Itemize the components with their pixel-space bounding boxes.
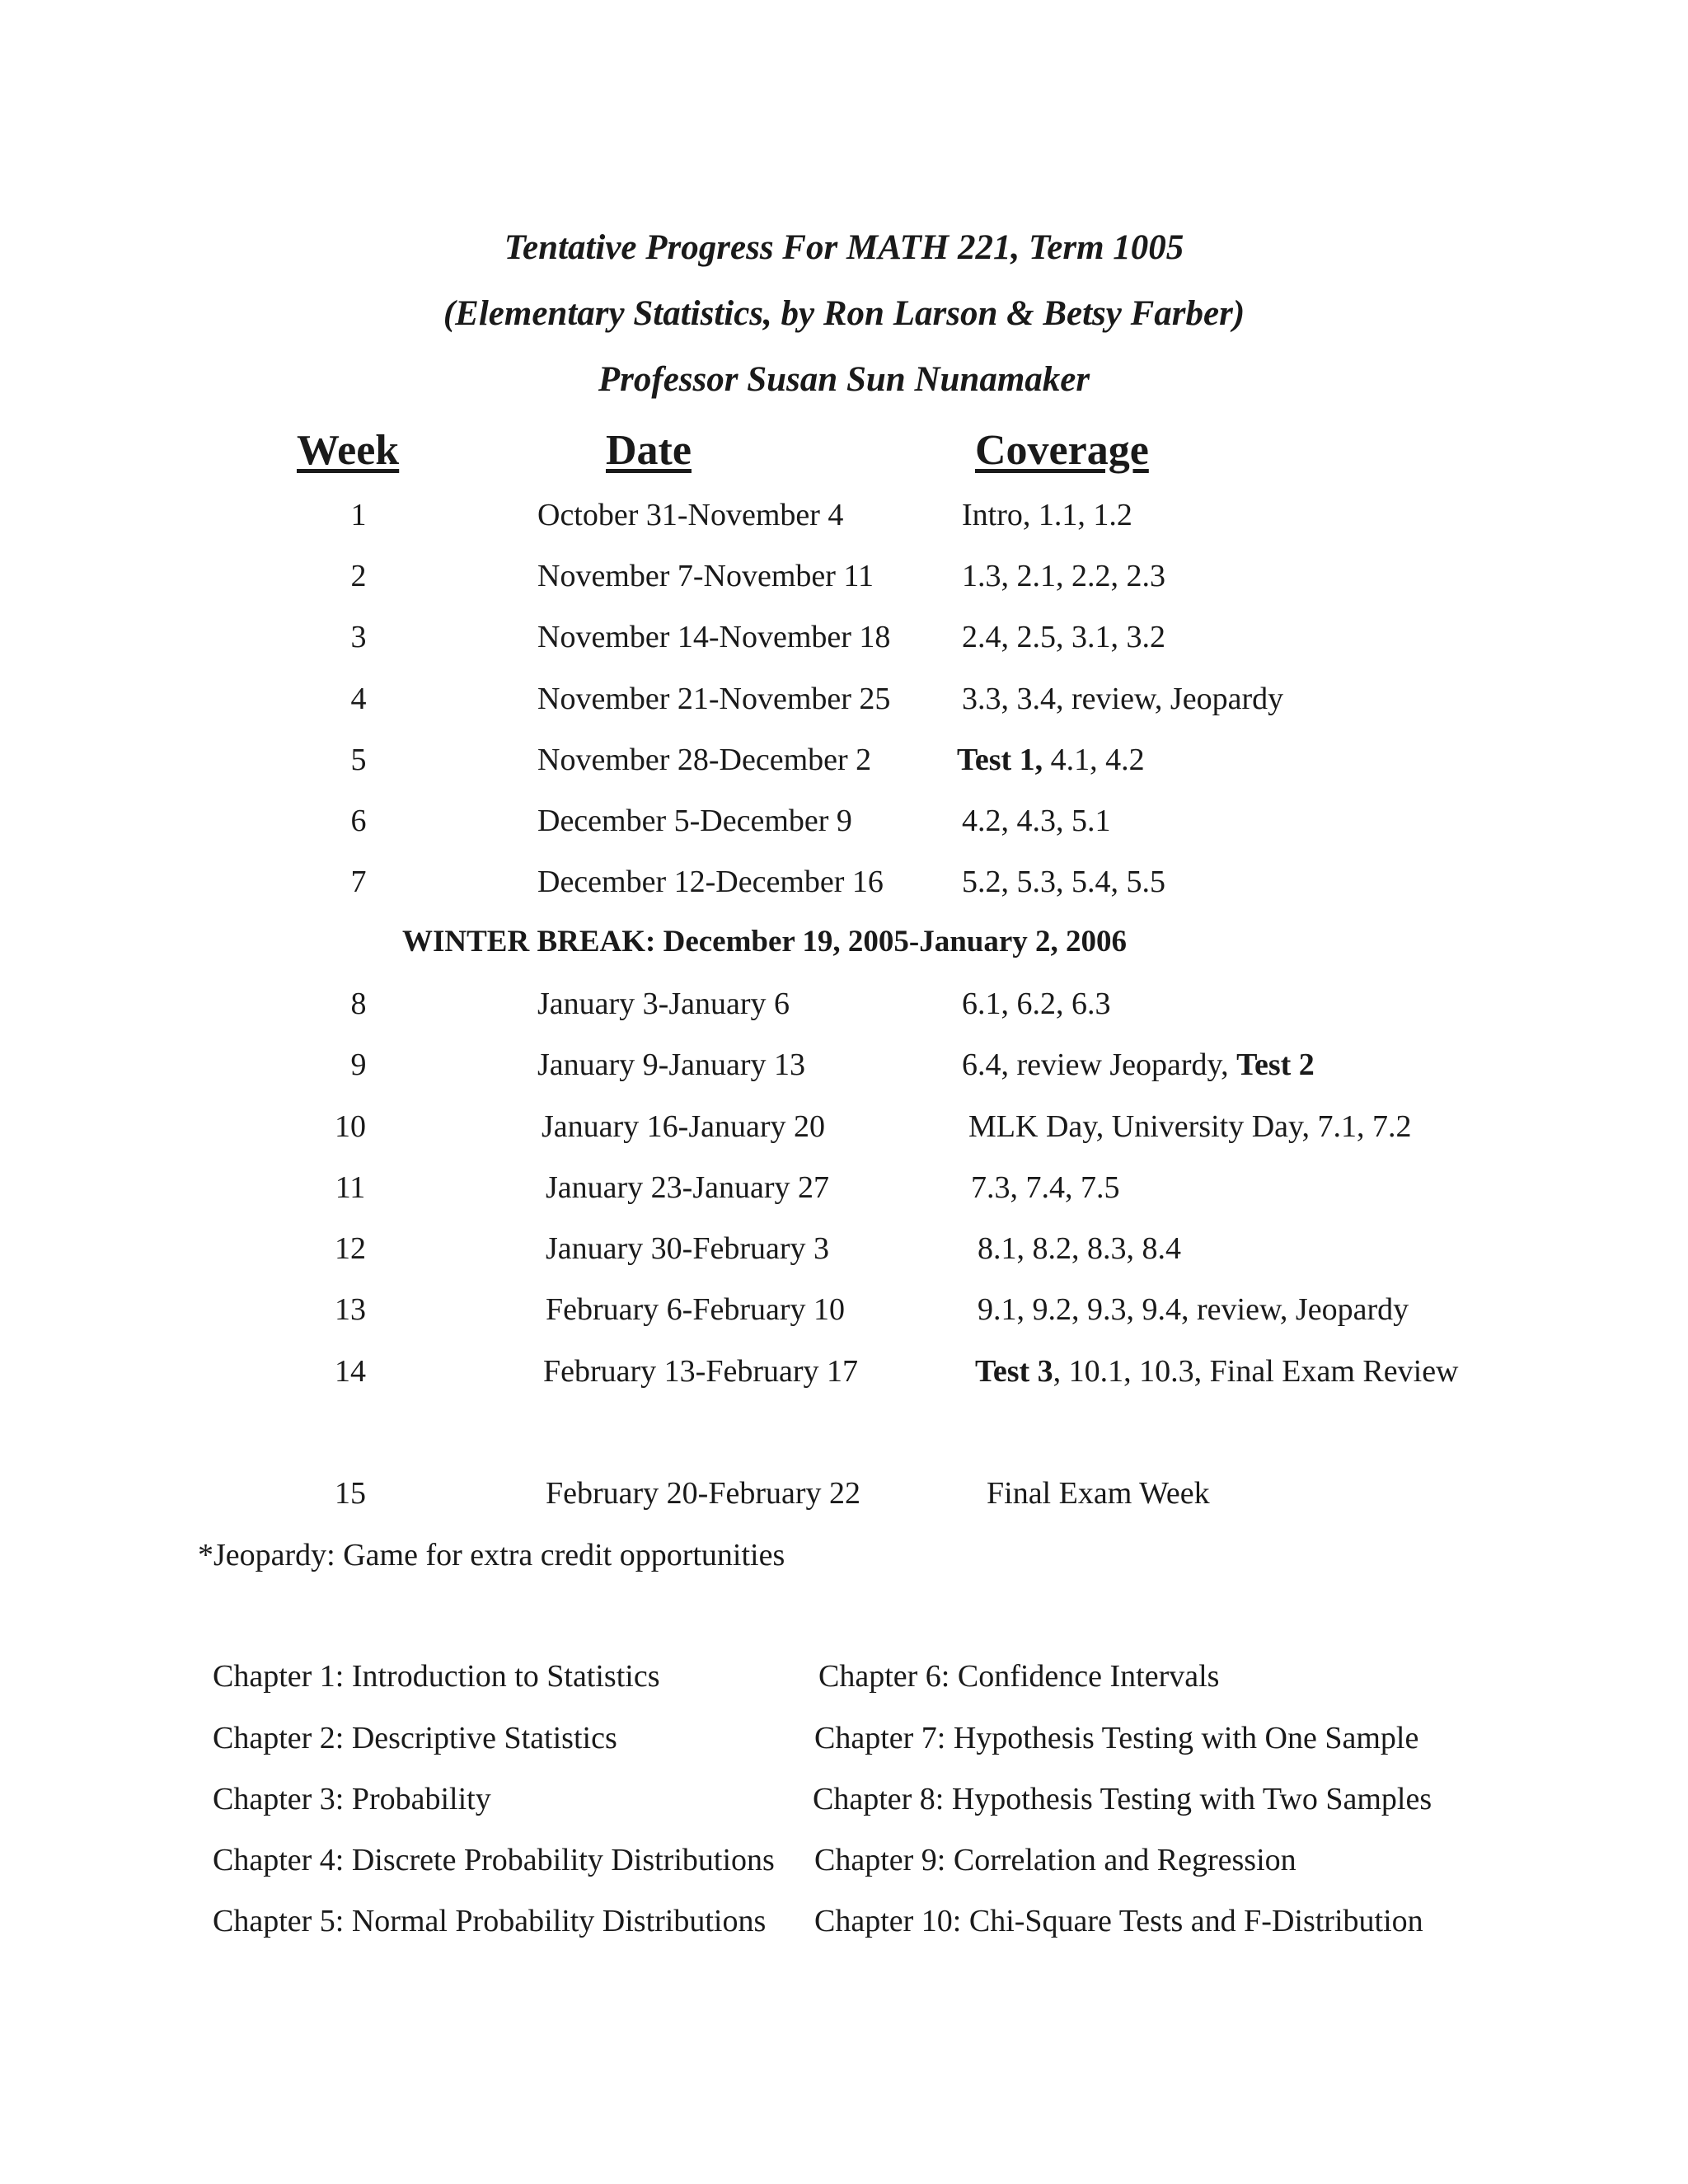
table-row (0, 1347, 1688, 1396)
document-title: Tentative Progress For MATH 221, Term 1005 (504, 228, 1184, 267)
column-header-date: Date (606, 427, 692, 474)
coverage-sections: 5.2, 5.3, 5.4, 5.5 (962, 865, 1165, 899)
coverage-sections: 2.4, 2.5, 3.1, 3.2 (962, 620, 1165, 654)
week-number: 5 (350, 743, 367, 777)
week-date-range: February 6-February 10 (546, 1292, 846, 1327)
professor-name: Professor Susan Sun Nunamaker (598, 360, 1090, 399)
week-number: 2 (350, 559, 367, 593)
week-coverage (962, 857, 1165, 907)
week-date-range: November 28-December 2 (537, 743, 872, 777)
week-date-range: February 20-February 22 (546, 1476, 861, 1511)
coverage-sections: 6.4, review Jeopardy, (962, 1047, 1237, 1082)
week-coverage (975, 1347, 1459, 1396)
week-date-range: February 13-February 17 (543, 1354, 859, 1389)
coverage-sections: 9.1, 9.2, 9.3, 9.4, review, Jeopardy (978, 1292, 1409, 1327)
chapter-item-left: Chapter 5: Normal Probability Distributions (213, 1904, 767, 1938)
coverage-sections: Final Exam Week (987, 1476, 1210, 1511)
chapter-item-left: Chapter 3: Probability (213, 1782, 491, 1816)
coverage-sections: MLK Day, University Day, 7.1, 7.2 (968, 1109, 1412, 1144)
week-number: 13 (335, 1292, 366, 1327)
coverage-sections: 4.2, 4.3, 5.1 (962, 804, 1111, 838)
week-date-range: January 23-January 27 (546, 1170, 830, 1205)
week-coverage (987, 1469, 1210, 1518)
chapter-item-left: Chapter 2: Descriptive Statistics (213, 1721, 617, 1755)
week-coverage (962, 551, 1165, 601)
week-number: 14 (335, 1354, 366, 1389)
coverage-test-label: Test 3 (975, 1354, 1053, 1389)
chapter-row (0, 1713, 1688, 1763)
week-date-range: January 9-January 13 (537, 1047, 806, 1082)
chapter-item-right: Chapter 10: Chi-Square Tests and F-Distribution (814, 1904, 1423, 1938)
week-date-range: January 16-January 20 (542, 1109, 826, 1144)
coverage-sections: 4.1, 4.2 (1043, 743, 1145, 777)
column-header-week: Week (297, 427, 400, 474)
week-number: 4 (350, 682, 367, 716)
coverage-sections: 1.3, 2.1, 2.2, 2.3 (962, 559, 1165, 593)
week-coverage (971, 1163, 1120, 1212)
table-row (0, 857, 1688, 907)
chapter-row (0, 1652, 1688, 1701)
chapter-item-left: Chapter 1: Introduction to Statistics (213, 1659, 660, 1694)
week-date-range: December 12-December 16 (537, 865, 884, 899)
table-row (0, 735, 1688, 785)
coverage-test-label: Test 1, (957, 743, 1043, 777)
chapter-item-right: Chapter 6: Confidence Intervals (818, 1659, 1220, 1694)
table-row (0, 796, 1688, 846)
week-number: 10 (335, 1109, 366, 1144)
coverage-sections: , 10.1, 10.3, Final Exam Review (1053, 1354, 1459, 1389)
week-date-range: November 21-November 25 (537, 682, 891, 716)
week-coverage (962, 979, 1111, 1029)
week-date-range: October 31-November 4 (537, 498, 844, 532)
table-row (0, 551, 1688, 601)
coverage-sections: 8.1, 8.2, 8.3, 8.4 (978, 1231, 1181, 1266)
week-date-range: December 5-December 9 (537, 804, 852, 838)
week-number: 12 (335, 1231, 366, 1266)
document-subtitle: (Elementary Statistics, by Ron Larson & Betsy Farber) (443, 294, 1245, 333)
week-number: 6 (350, 804, 367, 838)
week-number: 8 (350, 987, 367, 1021)
week-coverage (962, 490, 1132, 540)
table-row (0, 490, 1688, 540)
week-number: 9 (350, 1047, 367, 1082)
chapter-row (0, 1774, 1688, 1824)
table-row (0, 1040, 1688, 1090)
table-row (0, 1163, 1688, 1212)
coverage-sections: Intro, 1.1, 1.2 (962, 498, 1132, 532)
week-date-range: January 30-February 3 (546, 1231, 830, 1266)
coverage-sections: 3.3, 3.4, review, Jeopardy (962, 682, 1284, 716)
week-number: 7 (350, 865, 367, 899)
week-number: 15 (335, 1476, 366, 1511)
week-number: 11 (335, 1170, 366, 1205)
week-coverage (962, 674, 1283, 724)
chapter-item-left: Chapter 4: Discrete Probability Distributions (213, 1843, 775, 1877)
coverage-test-label: Test 2 (1236, 1047, 1315, 1082)
week-date-range: November 14-November 18 (537, 620, 891, 654)
week-coverage (978, 1224, 1181, 1273)
week-coverage (962, 796, 1111, 846)
table-row (0, 979, 1688, 1029)
coverage-sections: 6.1, 6.2, 6.3 (962, 987, 1111, 1021)
chapter-row (0, 1896, 1688, 1946)
table-row (0, 674, 1688, 724)
table-row (0, 612, 1688, 662)
week-coverage (962, 1040, 1315, 1090)
week-date-range: January 3-January 6 (537, 987, 790, 1021)
week-number: 1 (350, 498, 367, 532)
week-coverage (978, 1285, 1409, 1334)
jeopardy-footnote: *Jeopardy: Game for extra credit opportunities (198, 1538, 785, 1572)
column-header-coverage: Coverage (975, 427, 1149, 474)
winter-break-note: WINTER BREAK: December 19, 2005-January 2, 2006 (402, 925, 1128, 958)
week-coverage (968, 1102, 1412, 1151)
table-row (0, 1285, 1688, 1334)
table-row (0, 1224, 1688, 1273)
chapter-item-right: Chapter 8: Hypothesis Testing with Two Samples (813, 1782, 1432, 1816)
week-coverage (962, 612, 1165, 662)
week-date-range: November 7-November 11 (537, 559, 874, 593)
week-coverage (957, 735, 1145, 785)
coverage-sections: 7.3, 7.4, 7.5 (971, 1170, 1120, 1205)
table-row (0, 1469, 1688, 1518)
chapter-item-right: Chapter 9: Correlation and Regression (814, 1843, 1296, 1877)
week-number: 3 (350, 620, 367, 654)
table-row (0, 1102, 1688, 1151)
chapter-row (0, 1835, 1688, 1885)
chapter-item-right: Chapter 7: Hypothesis Testing with One Sample (814, 1721, 1419, 1755)
